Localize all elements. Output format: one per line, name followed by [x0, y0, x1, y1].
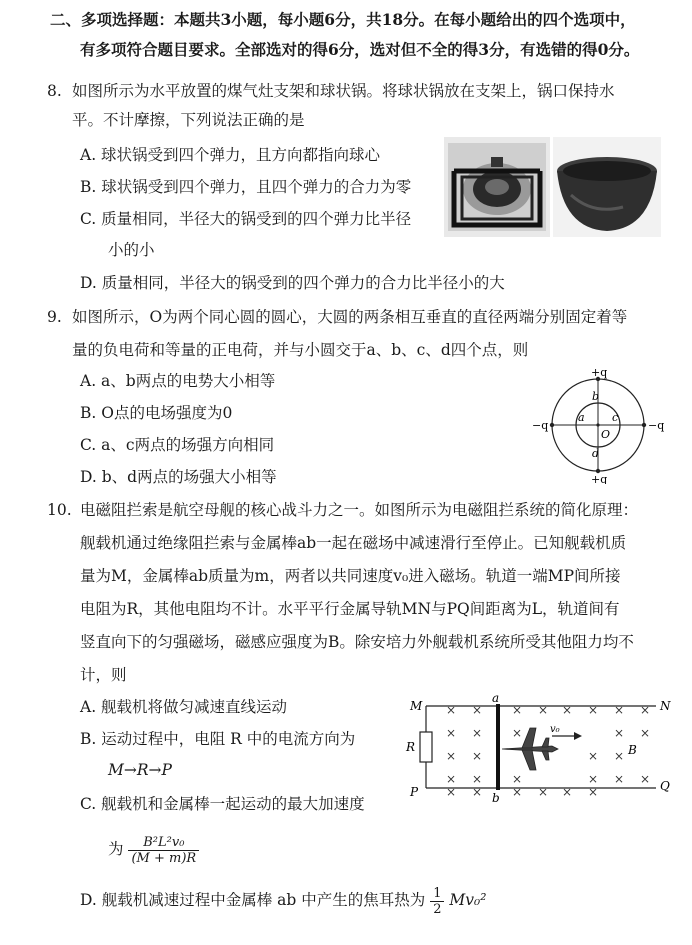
- q10-option-d-denominator: 2: [433, 901, 442, 917]
- q10-option-a: A. 舰载机将做匀减速直线运动: [80, 698, 288, 716]
- q8-option-c-line2: 小的小: [108, 241, 155, 259]
- field-cross-mark: ×: [512, 772, 523, 786]
- field-cross-mark: ×: [446, 726, 457, 740]
- field-cross-mark: ×: [614, 703, 625, 717]
- label-r: R: [406, 740, 416, 754]
- label-b: b: [492, 791, 500, 805]
- field-cross-mark: ×: [472, 749, 483, 763]
- label-q: Q: [660, 779, 670, 793]
- point-b-label: b: [592, 390, 600, 403]
- field-cross-mark: ×: [588, 772, 599, 786]
- q10-option-b-line1: B. 运动过程中，电阻 R 中的电流方向为: [80, 730, 356, 748]
- field-cross-mark: ×: [446, 749, 457, 763]
- q10-option-d-numerator: 1: [430, 886, 444, 902]
- field-cross-mark: ×: [446, 785, 457, 799]
- section-title-line1: 二、多项选择题：本题共3小题，每小题6分，共18分。在每小题给出的四个选项中，: [50, 10, 636, 29]
- q10-stem-line3: 量为M，金属棒ab质量为m，两者以共同速度v₀进入磁场。轨道一端MP间所接: [80, 567, 621, 585]
- q10-option-c-prefix: 为: [108, 840, 124, 858]
- field-cross-mark: ×: [446, 772, 457, 786]
- field-cross-mark: ×: [588, 749, 599, 763]
- q8-number: 8.: [47, 82, 62, 100]
- q10-stem-line5: 竖直向下的匀强磁场，磁感应强度为B。除安培力外舰载机系统所受其他阻力均不: [80, 633, 634, 651]
- field-cross-mark: ×: [562, 785, 573, 799]
- field-cross-mark: ×: [562, 703, 573, 717]
- q10-option-b-line2: M→R→P: [108, 761, 172, 779]
- q10-stem-line1: 电磁阻拦索是航空母舰的核心战斗力之一。如图所示为电磁阻拦系统的简化原理：: [80, 501, 639, 519]
- q8-stem-line1: 如图所示为水平放置的煤气灶支架和球状锅。将球状锅放在支架上，锅口保持水: [72, 82, 615, 100]
- field-cross-mark: ×: [512, 703, 523, 717]
- q10-option-c-fraction: [128, 835, 199, 866]
- q9-option-d: D. b、d两点的场强大小相等: [80, 468, 277, 486]
- field-cross-mark: ×: [614, 772, 625, 786]
- q10-option-d-text: D. 舰载机减速过程中金属棒 ab 中产生的焦耳热为: [80, 891, 426, 909]
- resistor-r: [420, 732, 432, 762]
- q9-number: 9.: [47, 308, 62, 326]
- q8-option-c-line1: C. 质量相同，半径大的锅受到的四个弹力比半径: [80, 210, 412, 228]
- label-v0: v₀: [550, 724, 560, 735]
- q8-option-a: A. 球状锅受到四个弹力，且方向都指向球心: [80, 146, 381, 164]
- q10-stem-line6: 计，则: [80, 666, 127, 684]
- point-d-label: d: [592, 447, 600, 460]
- q10-option-c-numerator: B²L²v₀: [128, 835, 199, 851]
- charge-top-label: +q: [591, 366, 608, 379]
- q10-option-c-line1: C. 舰载机和金属棒一起运动的最大加速度: [80, 795, 365, 813]
- electromagnetic-arrest-figure: [402, 692, 674, 810]
- q10-number: 10.: [47, 501, 72, 519]
- q10-option-d-tail: Mv₀²: [449, 891, 487, 909]
- field-cross-mark: ×: [472, 726, 483, 740]
- q10-option-c-line2: [108, 829, 199, 869]
- section-title-line2: 有多项符合题目要求。全部选对的得6分，选对但不全的得3分，有选错的得0分。: [80, 40, 640, 59]
- q9-option-c: C. a、c两点的场强方向相同: [80, 436, 275, 454]
- q10-stem-line2: 舰载机通过绝缘阻拦索与金属棒ab一起在磁场中减速滑行至停止。已知舰载机质: [80, 534, 627, 552]
- velocity-arrowhead-icon: [574, 732, 582, 740]
- field-cross-mark: ×: [588, 785, 599, 799]
- field-cross-mark: ×: [538, 703, 549, 717]
- center-o-label: O: [601, 428, 611, 441]
- charge-right-label: −q: [648, 419, 665, 432]
- charge-bottom-label: +q: [591, 473, 608, 484]
- q9-option-a: A. a、b两点的电势大小相等: [80, 372, 276, 390]
- label-n: N: [660, 699, 671, 713]
- q10-option-d-fraction: [430, 886, 444, 917]
- field-cross-mark: ×: [640, 772, 651, 786]
- field-cross-mark: ×: [614, 726, 625, 740]
- q10-option-c-denominator: (M + m)R: [131, 850, 197, 866]
- label-m: M: [410, 699, 423, 713]
- field-cross-mark: ×: [538, 785, 549, 799]
- field-cross-mark: ×: [472, 785, 483, 799]
- concentric-circles-figure: [530, 366, 670, 484]
- field-cross-mark: ×: [614, 749, 625, 763]
- field-cross-mark: ×: [472, 772, 483, 786]
- field-cross-mark: ×: [640, 703, 651, 717]
- q8-option-d: D. 质量相同，半径大的锅受到的四个弹力的合力比半径小的大: [80, 274, 505, 292]
- q9-stem-line2: 量的负电荷和等量的正电荷，并与小圆交于a、b、c、d四个点，则: [72, 341, 529, 359]
- stove-rack-photo: [444, 137, 550, 237]
- field-cross-mark: ×: [446, 703, 457, 717]
- q9-option-b: B. O点的电场强度为0: [80, 404, 233, 422]
- q9-stem-line1: 如图所示，O为两个同心圆的圆心，大圆的两条相互垂直的直径两端分别固定着等: [72, 308, 628, 326]
- label-a: a: [492, 692, 500, 705]
- field-cross-mark: ×: [512, 726, 523, 740]
- charge-left-label: −q: [532, 419, 549, 432]
- field-cross-mark: ×: [472, 703, 483, 717]
- point-c-label: c: [612, 411, 619, 424]
- label-field-b: B: [628, 743, 637, 757]
- q8-option-b: B. 球状锅受到四个弹力，且四个弹力的合力为零: [80, 178, 412, 196]
- spherical-pot-photo: [553, 137, 661, 237]
- label-p: P: [410, 785, 419, 799]
- q10-stem-line4: 电阻为R，其他电阻均不计。水平平行金属导轨MN与PQ间距离为L，轨道间有: [80, 600, 620, 618]
- q10-option-d: [80, 880, 486, 920]
- field-cross-mark: ×: [588, 703, 599, 717]
- field-cross-mark: ×: [512, 785, 523, 799]
- point-a-label: a: [578, 411, 585, 424]
- field-cross-mark: ×: [640, 726, 651, 740]
- q8-stem-line2: 平。不计摩擦，下列说法正确的是: [72, 111, 305, 129]
